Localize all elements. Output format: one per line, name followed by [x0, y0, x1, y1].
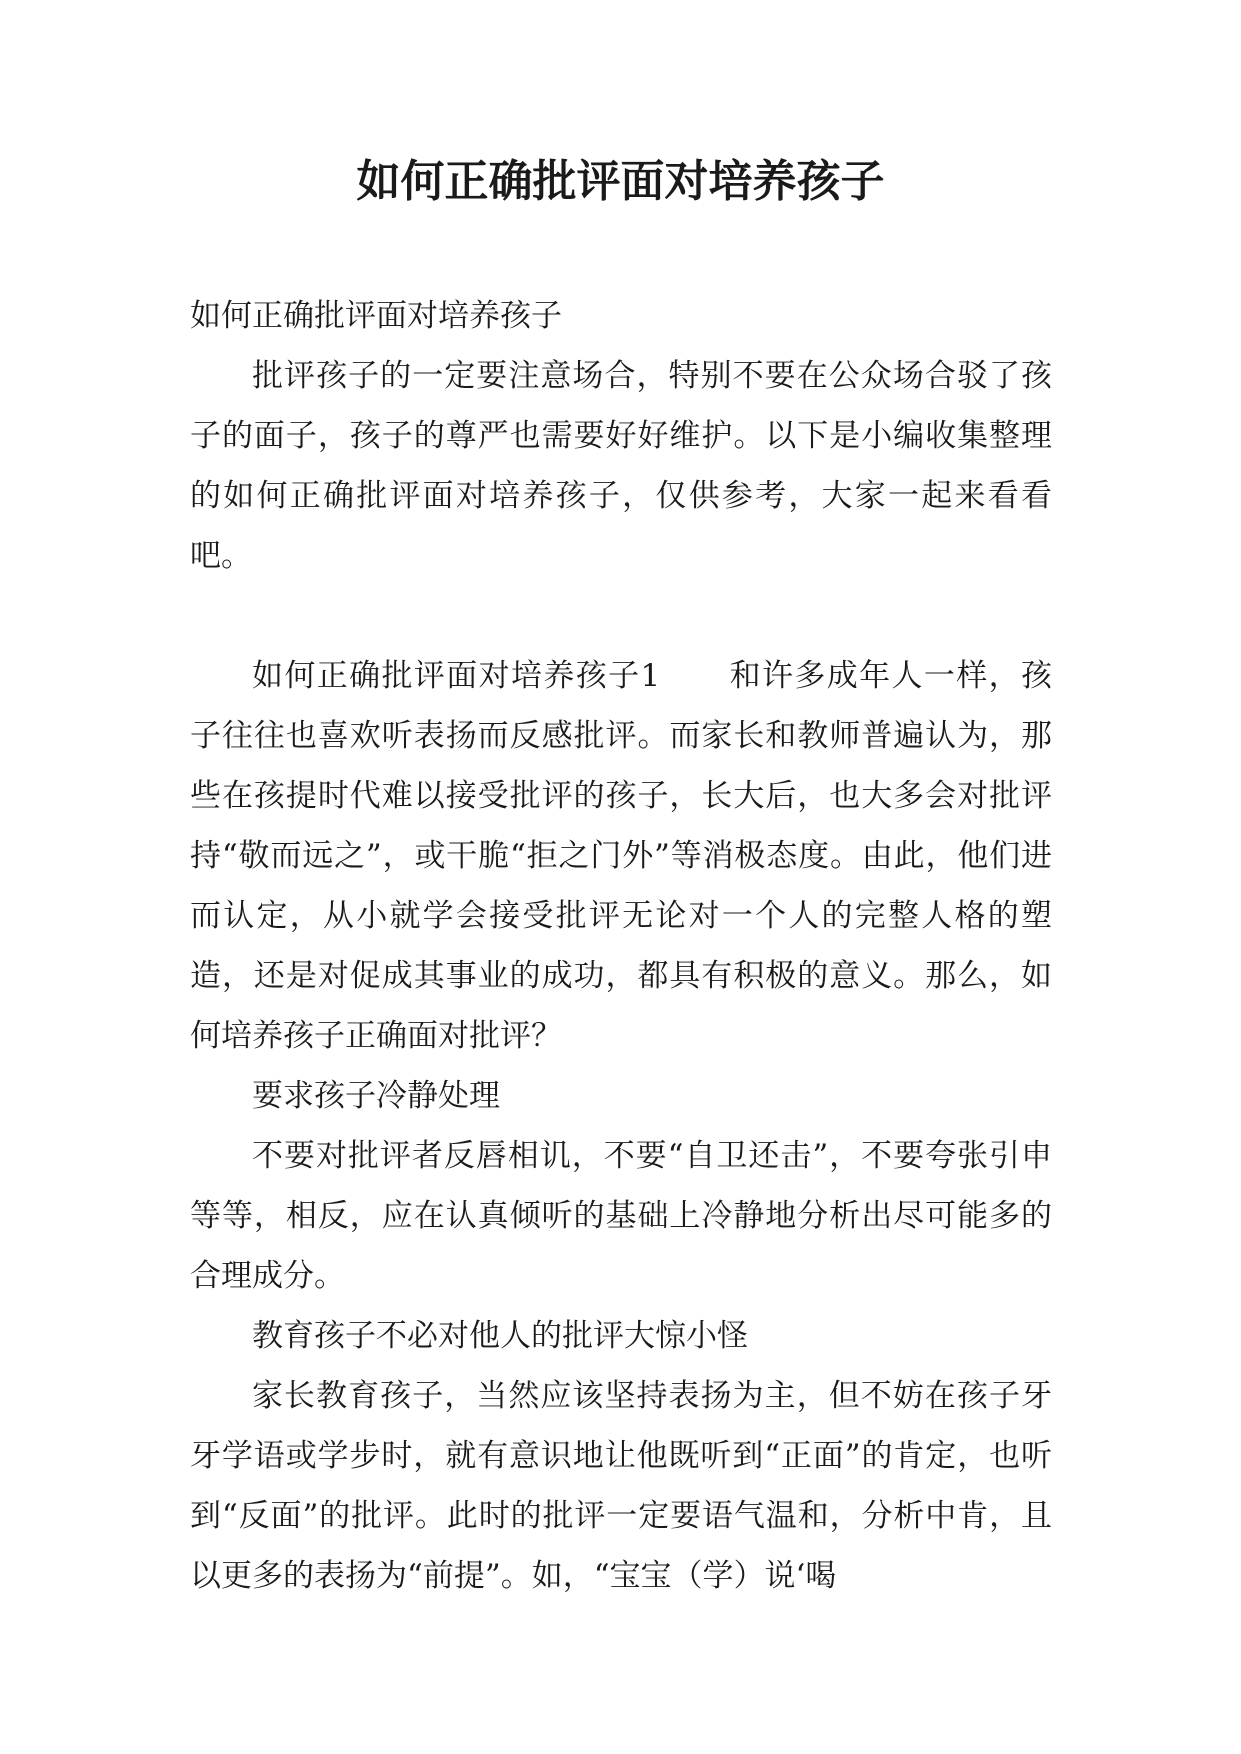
point-1-heading: 要求孩子冷静处理 — [252, 1078, 500, 1114]
point-2-heading: 教育孩子不必对他人的批评大惊小怪 — [252, 1318, 748, 1354]
point-2-paragraph: 家长教育孩子，当然应该坚持表扬为主，但不妨在孩子牙牙学语或学步时，就有意识地让他既听到“正面”的肯定，也听到“反面”的批评。此时的批评一定要语气温和，分析中肯，且以更多的表扬为“前提”。如，“宝宝（学）说‘喝 — [190, 1378, 1052, 1594]
point-1-paragraph: 不要对批评者反唇相讥，不要“自卫还击”，不要夸张引申等等，相反，应在认真倾听的基础上冷静地分析出尽可能多的合理成分。 — [190, 1138, 1052, 1294]
paragraph-gap — [190, 586, 1052, 646]
document-title: 如何正确批评面对培养孩子 — [356, 156, 885, 207]
document-body — [190, 286, 1052, 1606]
section-1-paragraph — [190, 646, 1052, 1066]
document-subtitle: 如何正确批评面对培养孩子 — [190, 298, 562, 334]
section-1-text: 和许多成年人一样，孩子往往也喜欢听表扬而反感批评。而家长和教师普遍认为，那些在孩提时代难以接受批评的孩子，长大后，也大多会对批评持“敬而远之”，或干脆“拒之门外”等消极态度。由此，他们进而认定，从小就学会接受批评无论对一个人的完整人格的塑造，还是对促成其事业的成功，都具有积极的意义。那么，如何培养孩子正确面对批评？ — [190, 658, 1052, 1054]
intro-paragraph: 批评孩子的一定要注意场合，特别不要在公众场合驳了孩子的面子，孩子的尊严也需要好好维护。以下是小编收集整理的如何正确批评面对培养孩子，仅供参考，大家一起来看看吧。 — [190, 358, 1052, 574]
section-1-heading: 如何正确批评面对培养孩子1 — [252, 658, 661, 694]
